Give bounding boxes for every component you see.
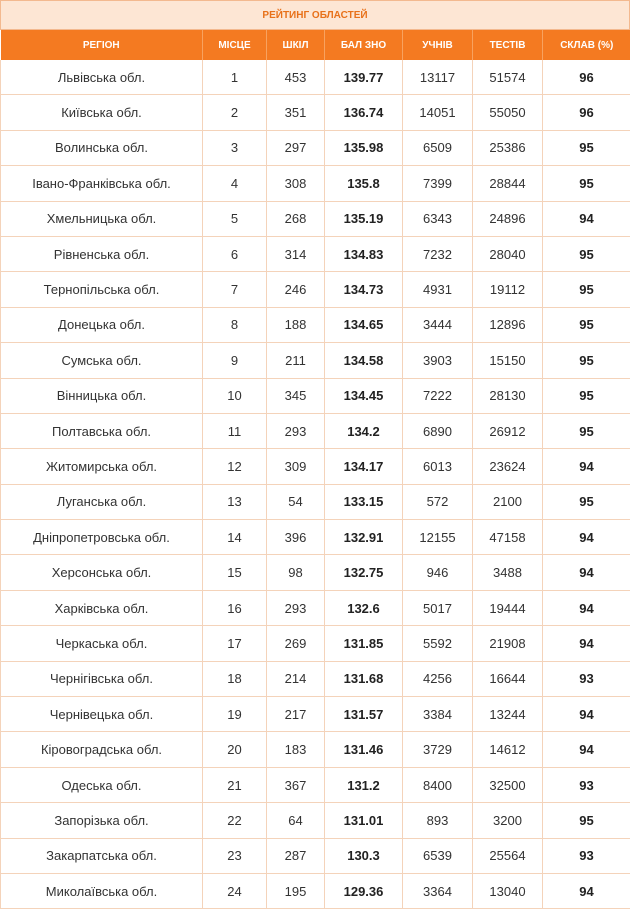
cell-score: 136.74 — [325, 95, 403, 130]
cell-score: 135.98 — [325, 130, 403, 165]
cell-schools: 268 — [267, 201, 325, 236]
cell-students: 6343 — [403, 201, 473, 236]
cell-schools: 98 — [267, 555, 325, 590]
cell-tests: 2100 — [473, 484, 543, 519]
cell-score: 131.46 — [325, 732, 403, 767]
ratings-table — [0, 30, 630, 909]
cell-tests: 19444 — [473, 590, 543, 625]
cell-place: 9 — [203, 343, 267, 378]
cell-tests: 32500 — [473, 767, 543, 802]
table-row — [1, 343, 630, 378]
cell-schools: 246 — [267, 272, 325, 307]
cell-place: 14 — [203, 520, 267, 555]
cell-passed: 93 — [543, 661, 630, 696]
cell-passed: 95 — [543, 236, 630, 271]
cell-students: 3364 — [403, 873, 473, 908]
cell-region: Дніпропетровська обл. — [1, 520, 203, 555]
table-row — [1, 555, 630, 590]
cell-passed: 94 — [543, 626, 630, 661]
table-row — [1, 590, 630, 625]
column-header-students[interactable]: УЧНІВ — [403, 30, 473, 60]
cell-region: Житомирська обл. — [1, 449, 203, 484]
cell-students: 3384 — [403, 697, 473, 732]
table-row — [1, 873, 630, 908]
cell-schools: 211 — [267, 343, 325, 378]
cell-region: Закарпатська обл. — [1, 838, 203, 873]
cell-score: 133.15 — [325, 484, 403, 519]
cell-tests: 15150 — [473, 343, 543, 378]
cell-students: 7399 — [403, 166, 473, 201]
cell-region: Запорізька обл. — [1, 803, 203, 838]
cell-place: 10 — [203, 378, 267, 413]
cell-passed: 95 — [543, 378, 630, 413]
table-row — [1, 307, 630, 342]
table-row — [1, 166, 630, 201]
cell-students: 12155 — [403, 520, 473, 555]
cell-place: 5 — [203, 201, 267, 236]
cell-tests: 47158 — [473, 520, 543, 555]
cell-score: 134.45 — [325, 378, 403, 413]
cell-schools: 308 — [267, 166, 325, 201]
cell-place: 4 — [203, 166, 267, 201]
table-row — [1, 697, 630, 732]
table-row — [1, 520, 630, 555]
cell-region: Сумська обл. — [1, 343, 203, 378]
cell-schools: 188 — [267, 307, 325, 342]
cell-schools: 214 — [267, 661, 325, 696]
cell-schools: 309 — [267, 449, 325, 484]
cell-place: 20 — [203, 732, 267, 767]
cell-passed: 94 — [543, 201, 630, 236]
cell-place: 15 — [203, 555, 267, 590]
cell-score: 132.75 — [325, 555, 403, 590]
cell-place: 2 — [203, 95, 267, 130]
cell-region: Чернігівська обл. — [1, 661, 203, 696]
cell-region: Івано-Франківська обл. — [1, 166, 203, 201]
cell-schools: 195 — [267, 873, 325, 908]
cell-place: 16 — [203, 590, 267, 625]
cell-students: 946 — [403, 555, 473, 590]
table-row — [1, 484, 630, 519]
table-row — [1, 767, 630, 802]
cell-passed: 95 — [543, 343, 630, 378]
cell-students: 6509 — [403, 130, 473, 165]
cell-place: 18 — [203, 661, 267, 696]
cell-passed: 94 — [543, 732, 630, 767]
cell-passed: 95 — [543, 130, 630, 165]
cell-tests: 12896 — [473, 307, 543, 342]
cell-students: 893 — [403, 803, 473, 838]
cell-students: 5017 — [403, 590, 473, 625]
table-header-row — [1, 30, 630, 60]
cell-tests: 55050 — [473, 95, 543, 130]
cell-score: 131.85 — [325, 626, 403, 661]
cell-passed: 95 — [543, 484, 630, 519]
cell-score: 131.2 — [325, 767, 403, 802]
column-header-tests[interactable]: ТЕСТІВ — [473, 30, 543, 60]
table-row — [1, 803, 630, 838]
cell-region: Львівська обл. — [1, 60, 203, 95]
cell-tests: 3488 — [473, 555, 543, 590]
cell-region: Кіровоградська обл. — [1, 732, 203, 767]
table-row — [1, 201, 630, 236]
column-header-passed[interactable]: СКЛАВ (%) — [543, 30, 630, 60]
column-header-schools[interactable]: ШКІЛ — [267, 30, 325, 60]
column-header-region[interactable]: РЕГІОН — [1, 30, 203, 60]
cell-score: 129.36 — [325, 873, 403, 908]
table-row — [1, 838, 630, 873]
cell-tests: 3200 — [473, 803, 543, 838]
cell-schools: 293 — [267, 413, 325, 448]
table-row — [1, 95, 630, 130]
cell-place: 3 — [203, 130, 267, 165]
cell-region: Вінницька обл. — [1, 378, 203, 413]
cell-region: Донецька обл. — [1, 307, 203, 342]
cell-score: 130.3 — [325, 838, 403, 873]
cell-schools: 351 — [267, 95, 325, 130]
cell-place: 19 — [203, 697, 267, 732]
cell-students: 8400 — [403, 767, 473, 802]
cell-tests: 26912 — [473, 413, 543, 448]
cell-place: 22 — [203, 803, 267, 838]
table-title: РЕЙТИНГ ОБЛАСТЕЙ — [0, 0, 630, 30]
cell-tests: 16644 — [473, 661, 543, 696]
table-body — [1, 60, 630, 909]
table-row — [1, 130, 630, 165]
cell-score: 135.8 — [325, 166, 403, 201]
column-header-place[interactable]: МІСЦЕ — [203, 30, 267, 60]
cell-score: 139.77 — [325, 60, 403, 95]
cell-tests: 28844 — [473, 166, 543, 201]
cell-passed: 95 — [543, 272, 630, 307]
cell-passed: 93 — [543, 767, 630, 802]
cell-students: 4931 — [403, 272, 473, 307]
cell-schools: 297 — [267, 130, 325, 165]
cell-passed: 94 — [543, 590, 630, 625]
cell-place: 17 — [203, 626, 267, 661]
cell-place: 6 — [203, 236, 267, 271]
cell-passed: 94 — [543, 449, 630, 484]
cell-score: 135.19 — [325, 201, 403, 236]
cell-schools: 217 — [267, 697, 325, 732]
table-row — [1, 236, 630, 271]
cell-score: 134.2 — [325, 413, 403, 448]
table-row — [1, 378, 630, 413]
cell-region: Полтавська обл. — [1, 413, 203, 448]
cell-schools: 64 — [267, 803, 325, 838]
cell-place: 8 — [203, 307, 267, 342]
cell-students: 572 — [403, 484, 473, 519]
cell-tests: 13244 — [473, 697, 543, 732]
cell-schools: 287 — [267, 838, 325, 873]
cell-students: 6539 — [403, 838, 473, 873]
cell-tests: 28130 — [473, 378, 543, 413]
cell-score: 132.6 — [325, 590, 403, 625]
cell-schools: 345 — [267, 378, 325, 413]
cell-score: 131.68 — [325, 661, 403, 696]
cell-schools: 293 — [267, 590, 325, 625]
cell-schools: 183 — [267, 732, 325, 767]
cell-passed: 94 — [543, 697, 630, 732]
cell-score: 134.17 — [325, 449, 403, 484]
table-row — [1, 60, 630, 95]
cell-region: Миколаївська обл. — [1, 873, 203, 908]
table-row — [1, 449, 630, 484]
cell-passed: 95 — [543, 413, 630, 448]
cell-tests: 19112 — [473, 272, 543, 307]
cell-passed: 94 — [543, 873, 630, 908]
cell-passed: 93 — [543, 838, 630, 873]
cell-tests: 25564 — [473, 838, 543, 873]
cell-tests: 14612 — [473, 732, 543, 767]
table-row — [1, 413, 630, 448]
cell-score: 131.01 — [325, 803, 403, 838]
cell-region: Харківська обл. — [1, 590, 203, 625]
cell-score: 134.65 — [325, 307, 403, 342]
cell-schools: 453 — [267, 60, 325, 95]
cell-schools: 269 — [267, 626, 325, 661]
cell-place: 7 — [203, 272, 267, 307]
cell-place: 21 — [203, 767, 267, 802]
cell-region: Тернопільська обл. — [1, 272, 203, 307]
cell-schools: 367 — [267, 767, 325, 802]
cell-score: 134.73 — [325, 272, 403, 307]
table-row — [1, 661, 630, 696]
cell-place: 13 — [203, 484, 267, 519]
cell-students: 7222 — [403, 378, 473, 413]
cell-region: Чернівецька обл. — [1, 697, 203, 732]
table-row — [1, 732, 630, 767]
cell-score: 131.57 — [325, 697, 403, 732]
cell-tests: 25386 — [473, 130, 543, 165]
cell-place: 23 — [203, 838, 267, 873]
cell-tests: 23624 — [473, 449, 543, 484]
cell-region: Хмельницька обл. — [1, 201, 203, 236]
cell-schools: 396 — [267, 520, 325, 555]
column-header-score[interactable]: БАЛ ЗНО — [325, 30, 403, 60]
cell-students: 3903 — [403, 343, 473, 378]
cell-passed: 94 — [543, 555, 630, 590]
cell-students: 13117 — [403, 60, 473, 95]
cell-passed: 96 — [543, 60, 630, 95]
cell-region: Рівненська обл. — [1, 236, 203, 271]
cell-students: 3729 — [403, 732, 473, 767]
cell-place: 1 — [203, 60, 267, 95]
cell-tests: 28040 — [473, 236, 543, 271]
cell-students: 14051 — [403, 95, 473, 130]
cell-region: Волинська обл. — [1, 130, 203, 165]
table-row — [1, 272, 630, 307]
cell-place: 11 — [203, 413, 267, 448]
cell-passed: 94 — [543, 520, 630, 555]
cell-students: 6013 — [403, 449, 473, 484]
cell-score: 134.58 — [325, 343, 403, 378]
cell-schools: 314 — [267, 236, 325, 271]
cell-region: Київська обл. — [1, 95, 203, 130]
cell-passed: 95 — [543, 166, 630, 201]
cell-students: 6890 — [403, 413, 473, 448]
cell-tests: 13040 — [473, 873, 543, 908]
cell-tests: 24896 — [473, 201, 543, 236]
cell-students: 3444 — [403, 307, 473, 342]
cell-region: Одеська обл. — [1, 767, 203, 802]
cell-region: Херсонська обл. — [1, 555, 203, 590]
cell-score: 134.83 — [325, 236, 403, 271]
cell-region: Луганська обл. — [1, 484, 203, 519]
cell-passed: 96 — [543, 95, 630, 130]
cell-schools: 54 — [267, 484, 325, 519]
table-row — [1, 626, 630, 661]
cell-passed: 95 — [543, 803, 630, 838]
cell-score: 132.91 — [325, 520, 403, 555]
cell-tests: 51574 — [473, 60, 543, 95]
cell-place: 24 — [203, 873, 267, 908]
cell-passed: 95 — [543, 307, 630, 342]
cell-students: 4256 — [403, 661, 473, 696]
cell-students: 7232 — [403, 236, 473, 271]
cell-students: 5592 — [403, 626, 473, 661]
cell-region: Черкаська обл. — [1, 626, 203, 661]
cell-place: 12 — [203, 449, 267, 484]
cell-tests: 21908 — [473, 626, 543, 661]
